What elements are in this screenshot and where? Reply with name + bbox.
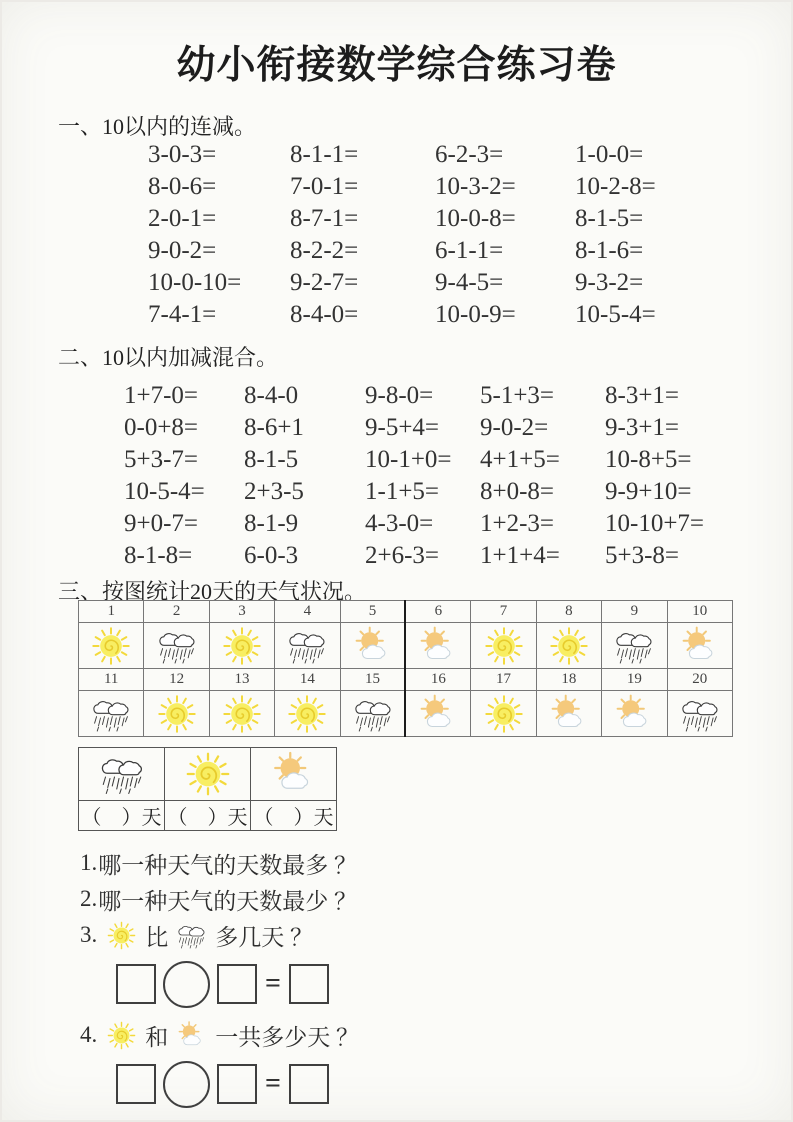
sun-behind-cloud-icon xyxy=(678,625,722,667)
math-problem: 4+1+5= xyxy=(480,446,560,473)
math-problem: 8+0-8= xyxy=(480,478,555,505)
math-problem: 9-0-2= xyxy=(480,414,549,441)
math-problem: 10-5-4= xyxy=(124,478,205,505)
section3-heading: 三、按图统计20天的天气状况。 xyxy=(58,579,367,604)
day-number: 10 xyxy=(667,601,732,623)
math-problem: 7-4-1= xyxy=(148,301,217,328)
math-problem: 8-4-0 xyxy=(244,382,299,409)
question-text: 和 xyxy=(145,1024,169,1050)
math-problem: 9-2-7= xyxy=(290,269,359,296)
day-number: 20 xyxy=(667,669,732,691)
weather-cell xyxy=(602,691,667,737)
weather-cell xyxy=(667,691,732,737)
math-problem: 10-0-8= xyxy=(435,205,516,232)
math-problem: 9-5+4= xyxy=(365,414,440,441)
question-number: 3. xyxy=(80,922,98,947)
question-text: 一共多少天 ？ xyxy=(215,1024,359,1050)
question-number: 4. xyxy=(80,1022,98,1047)
circle-answer-blank xyxy=(163,961,210,1008)
weather-cell xyxy=(340,623,405,669)
weather-cell xyxy=(405,691,470,737)
math-problem: 8-6+1 xyxy=(244,414,304,441)
day-number: 3 xyxy=(209,601,274,623)
sun-behind-cloud-icon xyxy=(416,625,460,667)
square-answer-blank xyxy=(217,1064,257,1104)
math-problem: 1+1+4= xyxy=(480,542,560,569)
days-count-blank: （ ）天 xyxy=(79,801,165,831)
question-number: 2. xyxy=(80,886,98,911)
day-number: 12 xyxy=(144,669,209,691)
math-problem: 9-0-2= xyxy=(148,237,217,264)
days-count-blank: （ ）天 xyxy=(251,801,337,831)
equals-sign: = xyxy=(265,968,281,999)
question xyxy=(80,1017,720,1053)
question xyxy=(80,917,720,953)
rain-cloud-icon xyxy=(678,693,722,735)
math-problem: 8-7-1= xyxy=(290,205,359,232)
math-problem: 1-1+5= xyxy=(365,478,440,505)
weather-cell xyxy=(79,691,144,737)
weather-cell xyxy=(275,691,340,737)
math-problem: 1+7-0= xyxy=(124,382,199,409)
math-problem: 9-4-5= xyxy=(435,269,504,296)
day-number: 14 xyxy=(275,669,340,691)
sun-icon xyxy=(547,625,591,667)
math-problem: 9-9+10= xyxy=(605,478,692,505)
sun-icon xyxy=(482,693,526,735)
day-number: 6 xyxy=(405,601,470,623)
math-problem: 8-1-8= xyxy=(124,542,193,569)
math-problem: 9-3-2= xyxy=(575,269,644,296)
sun-icon xyxy=(103,1020,140,1051)
day-number: 13 xyxy=(209,669,274,691)
rain-cloud-icon xyxy=(285,625,329,667)
sun-behind-cloud-icon xyxy=(351,625,395,667)
day-number: 16 xyxy=(405,669,470,691)
square-answer-blank xyxy=(116,964,156,1004)
math-problem: 5+3-7= xyxy=(124,446,199,473)
weather-cell xyxy=(667,623,732,669)
math-problem: 10-1+0= xyxy=(365,446,452,473)
math-problem: 6-0-3 xyxy=(244,542,299,569)
math-problem: 10-8+5= xyxy=(605,446,692,473)
square-answer-blank xyxy=(116,1064,156,1104)
circle-answer-blank xyxy=(163,1061,210,1108)
day-number: 19 xyxy=(602,669,667,691)
math-problem: 6-1-1= xyxy=(435,237,504,264)
math-problem: 8-0-6= xyxy=(148,173,217,200)
sun-icon xyxy=(285,693,329,735)
weather-cell xyxy=(144,691,209,737)
days-count-blank: （ ）天 xyxy=(165,801,251,831)
day-number: 17 xyxy=(471,669,536,691)
sun-icon xyxy=(181,750,235,798)
math-problem: 8-4-0= xyxy=(290,301,359,328)
math-problem: 5+3-8= xyxy=(605,542,680,569)
day-number: 1 xyxy=(79,601,144,623)
section1-heading: 一、10以内的连减。 xyxy=(58,114,257,139)
sun-behind-cloud-icon xyxy=(416,693,460,735)
math-problem: 7-0-1= xyxy=(290,173,359,200)
weather-cell xyxy=(275,623,340,669)
day-number: 9 xyxy=(602,601,667,623)
math-problem: 6-2-3= xyxy=(435,141,504,168)
day-number: 5 xyxy=(340,601,405,623)
day-number: 2 xyxy=(144,601,209,623)
weather-table xyxy=(78,600,733,737)
sun-icon xyxy=(155,693,199,735)
section2-problems xyxy=(124,380,735,572)
day-number: 4 xyxy=(275,601,340,623)
weather-cell xyxy=(471,623,536,669)
math-problem: 8-1-5= xyxy=(575,205,644,232)
weather-cell xyxy=(209,691,274,737)
math-problem: 8-2-2= xyxy=(290,237,359,264)
weather-cell xyxy=(405,623,470,669)
math-problem: 9+0-7= xyxy=(124,510,199,537)
math-problem: 9-8-0= xyxy=(365,382,434,409)
day-number: 7 xyxy=(471,601,536,623)
square-answer-blank xyxy=(289,964,329,1004)
page-title: 幼小衔接数学综合练习卷 xyxy=(176,44,617,87)
weather-cell xyxy=(536,691,601,737)
weather-summary-table xyxy=(78,747,337,831)
answer-equation xyxy=(116,1059,720,1109)
weather-cell xyxy=(209,623,274,669)
question-text: 哪一种天气的天数最少 ？ xyxy=(98,888,357,914)
math-problem: 8-1-6= xyxy=(575,237,644,264)
sun-icon xyxy=(220,693,264,735)
math-problem: 10-3-2= xyxy=(435,173,516,200)
math-problem: 1-0-0= xyxy=(575,141,644,168)
math-problem: 4-3-0= xyxy=(365,510,434,537)
rain-cloud-icon xyxy=(351,693,395,735)
math-problem: 10-5-4= xyxy=(575,301,656,328)
question-text: 比 xyxy=(145,924,169,950)
question-text: 多几天 ？ xyxy=(215,924,313,950)
math-problem: 8-1-1= xyxy=(290,141,359,168)
weather-cell xyxy=(536,623,601,669)
weather-cell xyxy=(602,623,667,669)
weather-cell xyxy=(340,691,405,737)
math-problem: 3-0-3= xyxy=(148,141,217,168)
rain-cloud-icon xyxy=(155,625,199,667)
summary-weather-cell xyxy=(165,748,251,801)
section1-problems xyxy=(148,139,695,331)
math-problem: 10-2-8= xyxy=(575,173,656,200)
square-answer-blank xyxy=(289,1064,329,1104)
math-problem: 10-0-10= xyxy=(148,269,242,296)
math-problem: 2+6-3= xyxy=(365,542,440,569)
question xyxy=(80,881,720,917)
sun-behind-cloud-icon xyxy=(173,1020,210,1051)
math-problem: 10-10+7= xyxy=(605,510,705,537)
day-number: 11 xyxy=(79,669,144,691)
section2-heading: 二、10以内加减混合。 xyxy=(58,345,279,370)
question-text: 哪一种天气的天数最多 ？ xyxy=(98,852,357,878)
math-problem: 8-1-9 xyxy=(244,510,299,537)
weather-cell xyxy=(79,623,144,669)
answer-equation xyxy=(116,959,720,1009)
sun-icon xyxy=(482,625,526,667)
sun-icon xyxy=(89,625,133,667)
square-answer-blank xyxy=(217,964,257,1004)
question-number: 1. xyxy=(80,850,98,875)
question xyxy=(80,845,720,881)
math-problem: 0-0+8= xyxy=(124,414,199,441)
math-problem: 8-3+1= xyxy=(605,382,680,409)
equals-sign: = xyxy=(265,1068,281,1099)
sun-behind-cloud-icon xyxy=(547,693,591,735)
rain-cloud-icon xyxy=(612,625,656,667)
sun-behind-cloud-icon xyxy=(612,693,656,735)
rain-cloud-icon xyxy=(173,920,210,951)
math-problem: 5-1+3= xyxy=(480,382,555,409)
sun-behind-cloud-icon xyxy=(267,750,321,798)
day-number: 8 xyxy=(536,601,601,623)
math-problem: 2+3-5 xyxy=(244,478,304,505)
day-number: 15 xyxy=(340,669,405,691)
summary-weather-cell xyxy=(251,748,337,801)
summary-weather-cell xyxy=(79,748,165,801)
sun-icon xyxy=(220,625,264,667)
rain-cloud-icon xyxy=(89,693,133,735)
math-problem: 10-0-9= xyxy=(435,301,516,328)
rain-cloud-icon xyxy=(95,750,149,798)
math-problem: 9-3+1= xyxy=(605,414,680,441)
weather-cell xyxy=(471,691,536,737)
questions xyxy=(80,845,720,1117)
sun-icon xyxy=(103,920,140,951)
day-number: 18 xyxy=(536,669,601,691)
math-problem: 2-0-1= xyxy=(148,205,217,232)
math-problem: 1+2-3= xyxy=(480,510,555,537)
weather-cell xyxy=(144,623,209,669)
math-problem: 8-1-5 xyxy=(244,446,299,473)
